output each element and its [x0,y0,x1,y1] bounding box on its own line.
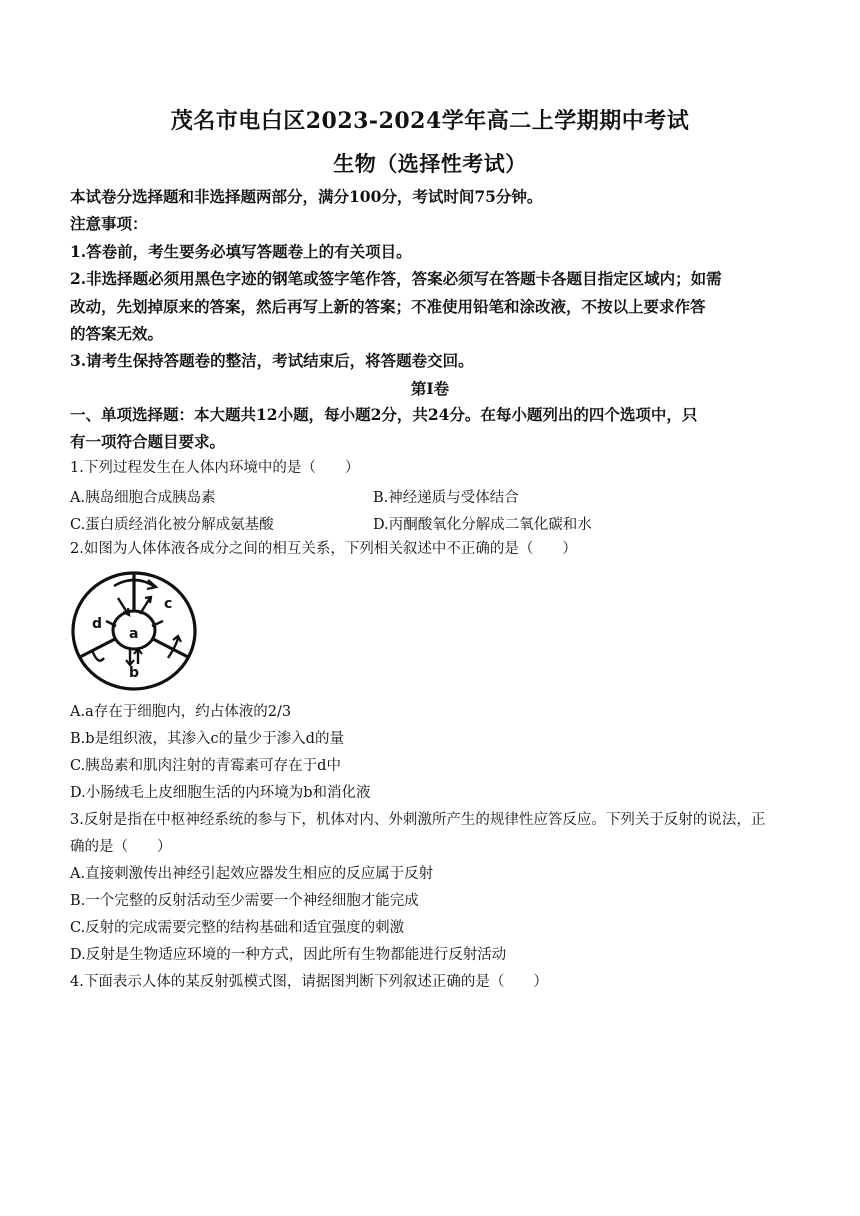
q2-option-a: A.a存在于细胞内，约占体液的2/3 [70,704,292,720]
diagram-label-b: b [129,665,140,681]
q3-option-a: A.直接刺激传出神经引起效应器发生相应的反应属于反射 [70,866,434,882]
diagram-label-a: a [129,626,139,642]
volume-heading: 第Ⅰ卷 [410,379,450,398]
q2-stem: 2.如图为人体体液各成分之间的相互关系，下列相关叙述中不正确的是（ ） [70,541,577,557]
note-2-line-2: 改动，先划掉原来的答案，然后再写上新的答案；不准使用铅笔和涂改液，不按以上要求作答 [70,297,706,316]
note-3: 3.请考生保持答题卷的整洁，考试结束后，将答题卷交回。 [70,351,474,370]
q2-option-c: C.胰岛素和肌肉注射的青霉素可存在于d中 [70,758,341,774]
note-1: 1.答卷前，考生要务必填写答题卷上的有关项目。 [70,242,412,261]
q4-stem: 4.下面表示人体的某反射弧模式图，请据图判断下列叙述正确的是（ ） [70,974,548,990]
q3-option-d: D.反射是生物适应环境的一种方式，因此所有生物都能进行反射活动 [70,947,507,963]
diagram-label-d: d [92,616,103,632]
part1-heading-line-1: 一、单项选择题：本大题共12小题，每小题2分，共24分。在每小题列出的四个选项中，只 [70,405,698,424]
exam-title: 茂名市电白区2023-2024学年高二上学期期中考试 [170,108,690,134]
q1-option-c: C.蛋白质经消化被分解成氨基酸 [70,517,274,533]
q1-option-d: D.丙酮酸氧化分解成二氧化碳和水 [373,517,592,533]
q3-stem-line-2: 确的是（ ） [70,839,172,855]
q3-option-b: B.一个完整的反射活动至少需要一个神经细胞才能完成 [70,893,419,909]
q3-stem-line-1: 3.反射是指在中枢神经系统的参与下，机体对内、外刺激所产生的规律性应答反应。下列关于反射的说法，正 [70,812,766,828]
q1-option-a: A.胰岛细胞合成胰岛素 [70,490,216,506]
notes-heading: 注意事项： [70,214,148,233]
diagram-label-c: c [164,596,173,612]
note-2-line-1: 2.非选择题必须用黑色字迹的钢笔或签字笔作答，答案必须写在答题卡各题目指定区域内；如需 [70,269,722,288]
q2-option-d: D.小肠绒毛上皮细胞生活的内环境为b和消化液 [70,785,371,801]
q2-option-b: B.b是组织液，其渗入c的量少于渗入d的量 [70,731,344,747]
note-2-line-3: 的答案无效。 [70,324,164,343]
body-fluid-diagram [68,566,204,696]
q3-option-c: C.反射的完成需要完整的结构基础和适宜强度的刺激 [70,920,405,936]
q1-stem: 1.下列过程发生在人体内环境中的是（ ） [70,460,360,476]
q1-option-b: B.神经递质与受体结合 [373,490,519,506]
exam-subtitle: 生物（选择性考试） [333,151,527,176]
part1-heading-line-2: 有一项符合题目要求。 [70,432,226,451]
exam-summary: 本试卷分选择题和非选择题两部分，满分100分，考试时间75分钟。 [70,187,543,206]
